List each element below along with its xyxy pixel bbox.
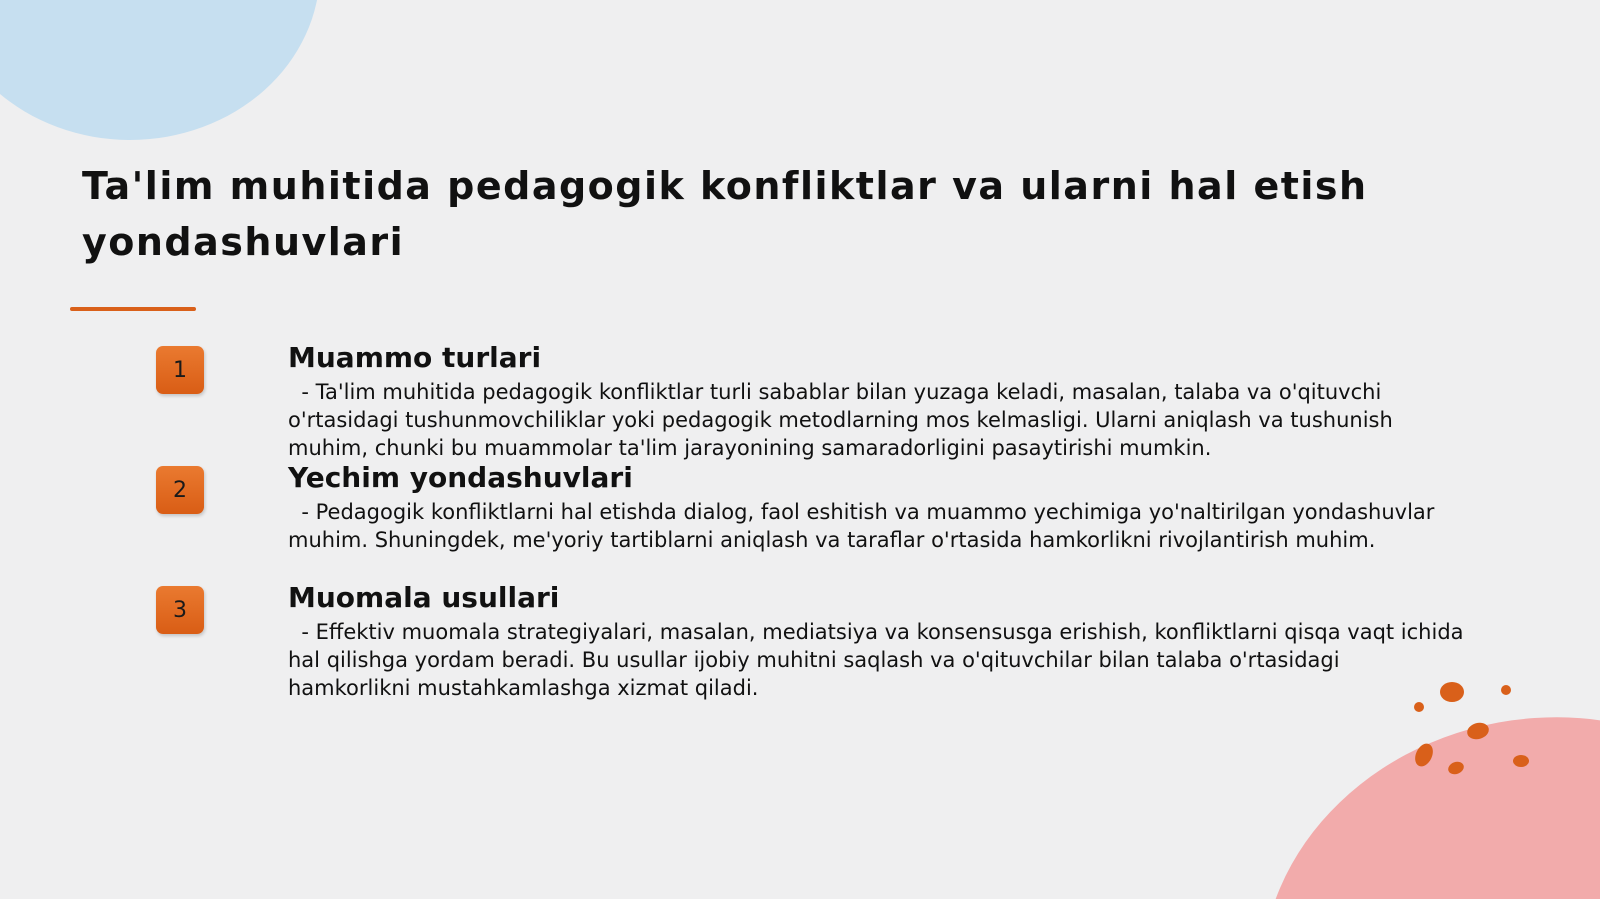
- item-heading: Yechim yondashuvlari: [288, 461, 633, 494]
- number-badge: 1: [156, 346, 204, 394]
- item-description: - Effektiv muomala strategiyalari, masalan, mediatsiya va konsensusga erishish, konfliktlarni qisqa vaqt ichida hal qilishga yordam beradi. Bu usullar ijobiy muhitni saqlash va o'qituvchilar bilan talaba o'rtasidagi hamkorlikni mustahkamlashga xizmat qiladi.: [288, 620, 1471, 700]
- item-description: - Pedagogik konfliktlarni hal etishda dialog, faol eshitish va muammo yechimiga yo'naltirilgan yondashuvlar muhim. Shuningdek, me'yoriy tartiblarni aniqlash va taraflar o'rtasida hamkorlikni rivojlantirish muhim.: [288, 500, 1442, 552]
- item-heading: Muammo turlari: [288, 341, 542, 374]
- decorative-blue-blob: [0, 0, 320, 140]
- number-badge: 2: [156, 466, 204, 514]
- item-description: - Ta'lim muhitida pedagogik konfliktlar turli sabablar bilan yuzaga keladi, masalan, talaba va o'qituvchi o'rtasidagi tushunmovchiliklar yoki pedagogik metodlarning mos kelmasligi. Ularni aniqlash va tushunish muhim, chunki bu muammolar ta'lim jarayonining samaradorligini pasaytirishi mumkin.: [288, 380, 1400, 460]
- title-underline: [70, 307, 196, 311]
- number-badge: 3: [156, 586, 204, 634]
- item-heading: Muomala usullari: [288, 581, 560, 614]
- slide-title: Ta'lim muhitida pedagogik konfliktlar va ularni hal etish yondashuvlari: [82, 164, 1368, 264]
